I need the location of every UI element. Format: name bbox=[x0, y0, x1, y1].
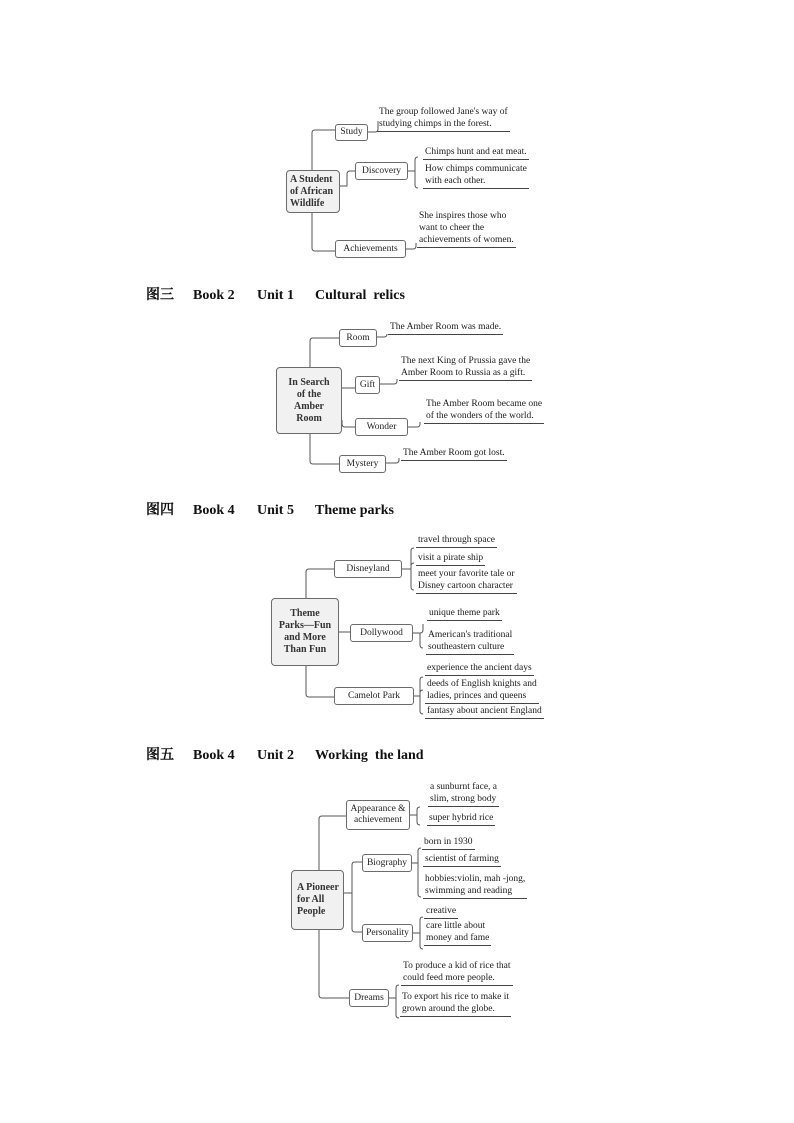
leaf-appearance-2: super hybrid rice bbox=[429, 813, 494, 823]
branch-biography: Biography bbox=[362, 854, 412, 872]
branch-dreams: Dreams bbox=[349, 989, 389, 1007]
leaf-discovery-1: Chimps hunt and eat meat. bbox=[425, 147, 527, 157]
leaf-disneyland-3: meet your favorite tale or Disney cartoon character bbox=[418, 569, 515, 591]
leaf-gift-1: The next King of Prussia gave the Amber Room to Russia as a gift. bbox=[401, 356, 531, 378]
leaf-dollywood-2: American's traditional southeastern culture bbox=[428, 630, 513, 652]
figure-caption-3: 图三 Book 2 Unit 1 Cultural relics bbox=[146, 288, 405, 303]
branch-dollywood: Dollywood bbox=[350, 624, 413, 642]
leaf-discovery-2: How chimps communicate with each other. bbox=[425, 164, 527, 186]
branch-achievements: Achievements bbox=[335, 240, 406, 258]
leaf-camelot-3: fantasy about ancient England bbox=[427, 706, 542, 716]
leaf-dollywood-1: unique theme park bbox=[429, 608, 500, 618]
figure-caption-5: 图五 Book 4 Unit 2 Working the land bbox=[146, 748, 424, 763]
leaf-dreams-2: To export his rice to make it grown around the globe. bbox=[402, 992, 509, 1014]
root-node: A Pioneer for All People bbox=[291, 870, 344, 930]
leaf-room-1: The Amber Room was made. bbox=[390, 322, 502, 332]
leaf-disneyland-2: visit a pirate ship bbox=[418, 553, 484, 563]
branch-appearance-achievement: Appearance & achievement bbox=[346, 800, 410, 830]
leaf-appearance-1: a sunburnt face, a slim, strong body bbox=[430, 782, 497, 804]
root-node: Theme Parks—Fun and More Than Fun bbox=[271, 598, 339, 666]
leaf-biography-2: scientist of farming bbox=[425, 854, 499, 864]
branch-wonder: Wonder bbox=[355, 418, 408, 436]
leaf-disneyland-1: travel through space bbox=[418, 535, 496, 545]
root-node: A Student of African Wildlife bbox=[286, 170, 340, 213]
d4-leaf-lines bbox=[389, 807, 423, 1018]
d1-leaf-lines bbox=[368, 121, 418, 249]
leaf-mystery-1: The Amber Room got lost. bbox=[403, 448, 505, 458]
leaf-personality-2: care little about money and fame bbox=[426, 921, 490, 943]
branch-room: Room bbox=[339, 329, 377, 347]
branch-disneyland: Disneyland bbox=[334, 560, 402, 578]
branch-mystery: Mystery bbox=[339, 455, 386, 473]
d2-leaf-lines bbox=[377, 334, 420, 463]
branch-gift: Gift bbox=[355, 376, 380, 394]
leaf-wonder-1: The Amber Room became one of the wonders of the world. bbox=[426, 399, 543, 421]
branch-camelot-park: Camelot Park bbox=[334, 687, 414, 705]
branch-personality: Personality bbox=[362, 924, 413, 942]
leaf-dreams-1: To produce a kid of rice that could feed more people. bbox=[403, 961, 511, 983]
figure-caption-4: 图四 Book 4 Unit 5 Theme parks bbox=[146, 503, 394, 518]
root-node: In Search of the Amber Room bbox=[276, 367, 342, 434]
branch-discovery: Discovery bbox=[355, 162, 408, 180]
leaf-personality-1: creative bbox=[426, 906, 457, 916]
leaf-camelot-1: experience the ancient days bbox=[427, 663, 532, 673]
leaf-achievements-1: She inspires those who want to cheer the achievements of women. bbox=[419, 211, 514, 245]
leaf-biography-1: born in 1930 bbox=[424, 837, 473, 847]
leaf-study-1: The group followed Jane's way of studying chimps in the forest. bbox=[379, 107, 508, 129]
leaf-biography-3: hobbies:violin, mah -jong, swimming and reading bbox=[425, 874, 526, 896]
branch-study: Study bbox=[335, 124, 368, 141]
leaf-camelot-2: deeds of English knights and ladies, princes and queens bbox=[427, 679, 537, 701]
